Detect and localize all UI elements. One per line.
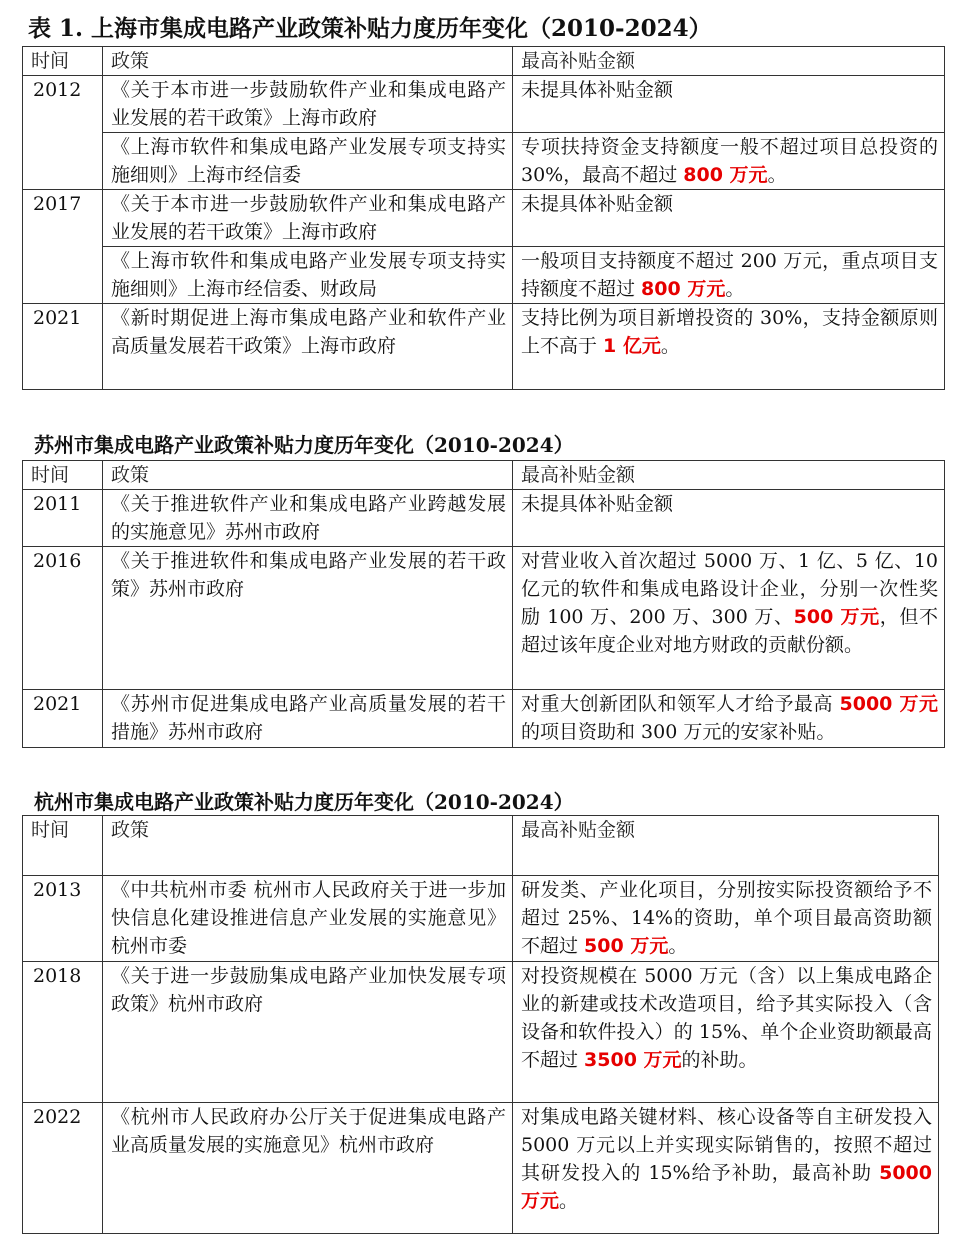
year-cell: 2013 — [23, 876, 103, 962]
policy-cell: 《关于本市进一步鼓励软件产业和集成电路产业发展的若干政策》上海市政府 — [103, 76, 513, 133]
highlighted-amount: 5000 万元 — [839, 693, 938, 715]
header-amount: 最高补贴金额 — [513, 461, 945, 490]
amount-cell: 对重大创新团队和领军人才给予最高 5000 万元的项目资助和 300 万元的安家补贴。 — [513, 690, 945, 748]
year-cell: 2018 — [23, 962, 103, 1103]
year-cell: 2017 — [23, 190, 103, 304]
policy-cell: 《关于进一步鼓励集成电路产业加快发展专项政策》杭州市政府 — [103, 962, 513, 1103]
year-cell: 2022 — [23, 1103, 103, 1234]
table-row — [23, 247, 945, 304]
header-policy: 政策 — [103, 461, 513, 490]
policy-cell: 《关于推进软件和集成电路产业发展的若干政策》苏州市政府 — [103, 547, 513, 690]
table-title-hangzhou: 杭州市集成电路产业政策补贴力度历年变化（2010-2024） — [34, 790, 574, 814]
highlighted-amount: 3500 万元 — [584, 1049, 682, 1071]
table-row — [23, 133, 945, 190]
table-row — [23, 962, 939, 1103]
year-cell: 2021 — [23, 690, 103, 748]
year-cell: 2021 — [23, 304, 103, 390]
header-year: 时间 — [23, 47, 103, 76]
year-cell: 2016 — [23, 547, 103, 690]
amount-cell: 对营业收入首次超过 5000 万、1 亿、5 亿、10 亿元的软件和集成电路设计企业，分别一次性奖励 100 万、200 万、300 万、500 万元，但不超过该年度企业对地方财政的贡献份额。 — [513, 547, 945, 690]
amount-cell: 研发类、产业化项目，分别按实际投资额给予不超过 25%、14%的资助，单个项目最高资助额不超过 500 万元。 — [513, 876, 939, 962]
highlighted-amount: 1 亿元 — [603, 335, 661, 357]
shanghai-policy-table — [22, 46, 945, 390]
hangzhou-policy-table — [22, 815, 939, 1234]
table-row — [23, 1103, 939, 1234]
header-amount: 最高补贴金额 — [513, 816, 939, 876]
highlighted-amount: 800 万元 — [641, 278, 726, 300]
year-cell: 2011 — [23, 490, 103, 547]
table-row — [23, 76, 945, 133]
policy-cell: 《新时期促进上海市集成电路产业和软件产业高质量发展若干政策》上海市政府 — [103, 304, 513, 390]
table-row — [23, 876, 939, 962]
table-title-suzhou: 苏州市集成电路产业政策补贴力度历年变化（2010-2024） — [34, 433, 574, 457]
amount-cell: 一般项目支持额度不超过 200 万元，重点项目支持额度不超过 800 万元。 — [513, 247, 945, 304]
amount-cell: 专项扶持资金支持额度一般不超过项目总投资的 30%，最高不超过 800 万元。 — [513, 133, 945, 190]
highlighted-amount: 800 万元 — [683, 164, 768, 186]
policy-cell: 《中共杭州市委 杭州市人民政府关于进一步加快信息化建设推进信息产业发展的实施意见》杭州市委 — [103, 876, 513, 962]
table-row — [23, 304, 945, 390]
policy-cell: 《杭州市人民政府办公厅关于促进集成电路产业高质量发展的实施意见》杭州市政府 — [103, 1103, 513, 1234]
policy-cell: 《上海市软件和集成电路产业发展专项支持实施细则》上海市经信委 — [103, 133, 513, 190]
table-row — [23, 490, 945, 547]
highlighted-amount: 500 万元 — [793, 606, 880, 628]
header-policy: 政策 — [103, 816, 513, 876]
header-amount: 最高补贴金额 — [513, 47, 945, 76]
year-cell: 2012 — [23, 76, 103, 190]
table-title-shanghai: 表 1. 上海市集成电路产业政策补贴力度历年变化（2010-2024） — [28, 15, 712, 42]
policy-cell: 《苏州市促进集成电路产业高质量发展的若干措施》苏州市政府 — [103, 690, 513, 748]
table-row — [23, 690, 945, 748]
amount-cell: 未提具体补贴金额 — [513, 76, 945, 133]
header-policy: 政策 — [103, 47, 513, 76]
policy-cell: 《关于推进软件产业和集成电路产业跨越发展的实施意见》苏州市政府 — [103, 490, 513, 547]
amount-cell: 支持比例为项目新增投资的 30%，支持金额原则上不高于 1 亿元。 — [513, 304, 945, 390]
header-year: 时间 — [23, 461, 103, 490]
highlighted-amount: 5000 万元 — [521, 1162, 932, 1212]
suzhou-policy-table — [22, 460, 945, 748]
policy-cell: 《关于本市进一步鼓励软件产业和集成电路产业发展的若干政策》上海市政府 — [103, 190, 513, 247]
amount-cell: 未提具体补贴金额 — [513, 490, 945, 547]
table-row — [23, 547, 945, 690]
policy-cell: 《上海市软件和集成电路产业发展专项支持实施细则》上海市经信委、财政局 — [103, 247, 513, 304]
amount-cell: 对集成电路关键材料、核心设备等自主研发投入 5000 万元以上并实现实际销售的，按照不超过其研发投入的 15%给予补助，最高补助 5000 万元。 — [513, 1103, 939, 1234]
amount-cell: 对投资规模在 5000 万元（含）以上集成电路企业的新建或技术改造项目，给予其实际投入（含设备和软件投入）的 15%、单个企业资助额最高不超过 3500 万元的补助。 — [513, 962, 939, 1103]
amount-cell: 未提具体补贴金额 — [513, 190, 945, 247]
table-row — [23, 190, 945, 247]
highlighted-amount: 500 万元 — [584, 935, 669, 957]
header-year: 时间 — [23, 816, 103, 876]
